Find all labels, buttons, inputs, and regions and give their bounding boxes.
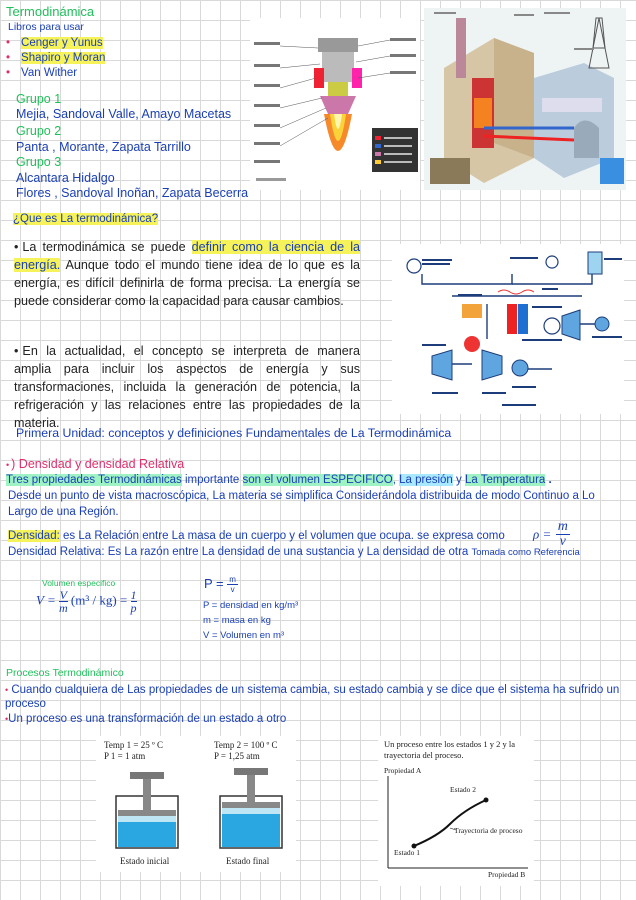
list-item: • Cenger y Yunus xyxy=(6,37,103,49)
state1-temp: Temp 1 = 25 º C xyxy=(104,740,163,750)
relative-density-definition: Densidad Relativa: Es La razón entre La densidad de una sustancia y La densidad de otra Tomada como Referencia xyxy=(8,546,580,558)
definition-paragraph-1: • La termodinámica se puede definir como la ciencia de la energía. Aunque todo el mundo tiene idea de lo que es la energía, es difícil definirla de forma precisa. La energía se puede considerar como la capacidad para causar cambios. xyxy=(14,240,360,308)
formula-legend xyxy=(203,598,298,643)
books-list xyxy=(6,36,105,81)
specific-volume-formula: V = $\frac{V}{m}$ (m³ / kg) = $\frac{1}{p}$ xyxy=(36,588,137,615)
legend-mass: m = masa en kg xyxy=(203,615,271,626)
graph-x-axis-label: Propiedad B xyxy=(488,870,526,879)
trajectory-label: Trayectoria de proceso xyxy=(454,826,523,835)
macroscopic-paragraph: Desde un punto de vista macroscópica, La materia se simplifica Considerándola distribuida de modo Continuo a Lo Largo de una Región. xyxy=(8,490,595,518)
group-2-title: Grupo 2 xyxy=(16,124,62,138)
density-formula-small: P = $\frac{m}{v}$ xyxy=(204,575,236,594)
state-2-label: Estado 2 xyxy=(450,785,477,794)
piston-states-figure xyxy=(96,736,296,872)
list-item: • Shapiro y Moran xyxy=(6,52,106,64)
page-title: Termodinámica xyxy=(6,4,95,19)
gas-turbine-cycle-diagram xyxy=(392,244,624,414)
specific-volume-label: Volumen especifico xyxy=(42,578,116,588)
legend-density: P = densidad en kg/m³ xyxy=(203,600,299,611)
process-bullet-2: •Un proceso es una transformación de un estado a otro xyxy=(5,713,287,725)
state1-pressure: P 1 = 1 atm xyxy=(104,751,146,761)
process-heading: Procesos Termodinámico xyxy=(6,667,124,679)
initial-state-caption: Estado inicial xyxy=(120,856,170,866)
books-label: Libros para usar xyxy=(8,21,84,33)
graph-y-axis-label: Propiedad A xyxy=(384,766,422,775)
process-bullet-1: • Cuando cualquiera de Las propiedades de un sistema cambia, su estado cambia y se dice que el sistema ha sufrido un proceso xyxy=(5,684,620,710)
group-3-members-1: Alcantara Hidalgo xyxy=(16,171,115,185)
graph-title: Un proceso entre los estados 1 y 2 y la trayectoria del proceso. xyxy=(384,739,516,760)
question-heading: ¿Que es La termodinámica? xyxy=(13,213,159,225)
properties-line: Tres propiedades Termodinámicas importante son el volumen ESPECIFICO, La presión y La Temperatura . xyxy=(6,474,552,486)
state2-pressure: P = 1,25 atm xyxy=(214,751,260,761)
group-3-title: Grupo 3 xyxy=(16,155,62,169)
group-1-title: Grupo 1 xyxy=(16,92,62,106)
state-1-label: Estado 1 xyxy=(394,848,421,857)
group-3-members-2: Flores , Sandoval Inoñan, Zapata Becerra xyxy=(16,186,249,200)
density-formula: ρ = $\frac{m}{v}$ xyxy=(533,519,568,549)
group-2-members: Panta , Morante, Zapata Tarrillo xyxy=(16,140,191,154)
density-heading: • ) Densidad y densidad Relativa xyxy=(6,457,185,471)
density-definition: Densidad: es La Relación entre La masa de un cuerpo y el volumen que ocupa. se expresa como xyxy=(8,530,505,542)
definition-paragraph-2: • En la actualidad, el concepto se interpreta de manera amplia para incluir los aspectos de energía y sus transformaciones, incluida la generación de potencia, la refrigeración y las relaciones entre las propiedades de la materia. xyxy=(14,344,360,430)
unit-title: Primera Unidad: conceptos y definiciones Fundamentales de La Termodinámica xyxy=(16,426,452,440)
rocket-engine-diagram xyxy=(250,18,420,190)
state2-temp: Temp 2 = 100 º C xyxy=(214,740,278,750)
process-path-graph xyxy=(378,736,534,886)
legend-volume: V = Volumen en m³ xyxy=(203,630,285,641)
power-plant-illustration xyxy=(424,8,626,190)
group-1-members: Mejia, Sandoval Valle, Amayo Macetas xyxy=(16,107,232,121)
final-state-caption: Estado final xyxy=(226,856,270,866)
list-item: • Van Wither xyxy=(6,67,78,79)
